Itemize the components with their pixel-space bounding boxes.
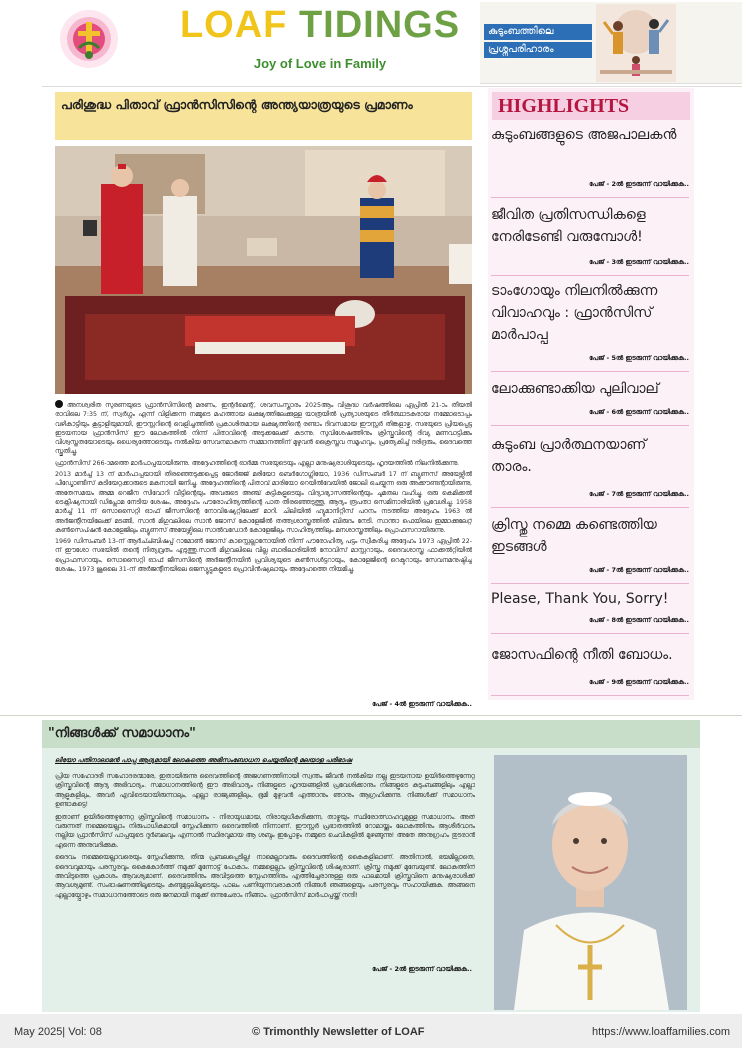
peace-paragraph: പ്രിയ സഹോദരീ സഹോദരന്മാരേ, ഇതായിരുന്നു ദൈവത്തിന്റെ അജഗണത്തിനായി സ്വന്തം ജീവൻ നൽകിയ നല്ല ഇടയനായ ഉയിർത്തെഴുന്നേറ്റ ക്രിസ്തുവിന്റെ ആദ്യ അഭിവാദ്യം. സമാധാനത്തിന്റെ ഈ അഭിവാദ്യം നിങ്ങളുടെ ഹൃദയങ്ങളിൽ പ്രവേശിക്കാനും നിങ്ങളുടെ കുടുംബങ്ങളിലും എല്ലാ ആളുകളിലും, അവർ എവിടെയായിരുന്നാലും, എല്ലാ രാജ്യങ്ങളിലും, ഭൂമി മുഴുവൻ എത്താനും ഞാനും ആഗ്രഹിക്കുന്നു. നിങ്ങൾക്ക് സമാധാനം ഉണ്ടാകട്ടെ!	[55, 773, 475, 809]
highlight-continue: പേജ് - 5ൽ ഇടരുന്ന് വായിക്കുക..	[589, 354, 689, 362]
promo-line-2: പ്രശ്നപരിഹാരം	[484, 42, 592, 58]
highlight-continue: പേജ് - 8ൽ ഇടരുന്ന് വായിക്കുക..	[589, 616, 689, 624]
highlight-continue: പേജ് - 7ൽ ഇടരുന്ന് വായിക്കുക..	[589, 490, 689, 498]
highlight-continue: പേജ് - 9ൽ ഇടരുന്ന് വായിക്കുക..	[589, 678, 689, 686]
newsletter-subtitle: Joy of Love in Family	[253, 56, 387, 71]
highlight-item[interactable]	[491, 584, 689, 634]
issue-info: May 2025| Vol: 08	[14, 1026, 102, 1038]
article-continue-link[interactable]: പേജ് - 4ൽ ഇടരുന്ന് വായിക്കുക..	[372, 700, 472, 708]
family-illustration	[596, 4, 676, 82]
highlight-title: ജോസഫിന്റെ നീതി ബോധം.	[491, 647, 673, 663]
promo-line-1: കുടുംബത്തിലെ	[484, 24, 592, 40]
highlight-title: കുടുംബ പ്രാർത്ഥനയാണ് താരം.	[491, 437, 647, 475]
article-body	[55, 400, 472, 700]
highlight-continue: പേജ് - 3ൽ ഇടരുന്ന് വായിക്കുക..	[589, 258, 689, 266]
section-divider	[0, 715, 742, 716]
highlight-item[interactable]	[491, 508, 689, 584]
copyright-notice: © Trimonthly Newsletter of LOAF	[252, 1026, 425, 1038]
peace-section-body	[55, 772, 475, 962]
highlight-title: Please, Thank You, Sorry!	[491, 591, 669, 607]
highlights-heading: HIGHLIGHTS	[492, 92, 690, 120]
peace-section-heading: "നിങ്ങൾക്ക് സമാധാനം"	[42, 720, 700, 748]
highlight-continue: പേജ് - 6ൽ ഇടരുന്ന് വായിക്കുക..	[589, 408, 689, 416]
article-paragraph-text: അനശ്വരിത സുരണയുടെ ഫ്രാൻസിസിന്റെ മരണം, ഇന്റർമെന്റ്, ശവസംസ്കാരം 2025ആം വിശുദ്ധ വർഷത്തിലെ ഏപ്രിൽ 21-ാം തീയതി രാവിലെ 7:35 ന്, സ്വർഗ്ഗം എന്ന് വിളിക്കന്ന നമ്മുടെ മഹത്തായ ലക്ഷ്യത്തിലേക്കുള്ള യാത്രയിൽ പ്രത്യാശയുടെ തീർത്ഥാടകരായ നമ്മോടൊപ്പം വഴികാട്ടിയും കൂട്ടാളിയുമായി, ഈസ്റ്ററിന്റെ വെളിച്ചത്തിൽ പ്രകാശിതമായ ലക്ഷ്യത്തിന്റെ രണ്ടാം ദിവസമായ ഈസ്റ്റർ തിങ്കളാഴ്ച, സഭയുടെ പ്രിയപ്പെട്ട ഇടയനായ ഫ്രാൻസിസ് ഈ ലോകത്തിൽ നിന്ന് പിതാവിന്റെ അടുക്കലേക്ക് കടന്നു. സുവിശേഷത്തിനും ക്രിസ്തുവിന്റെ ദിവ്യ മണവാട്ടിക്കും വിശ്വസ്തതയോടെയും ധൈര്യത്തോടെയും നൽകിയ സേവനമാകുന്ന സമ്മാനത്തിന് മുഴുവൻ ക്രൈസ്തവ സമൂഹവും, പ്രത്യേകിച്ച് ദരിദ്രരും, ദൈവത്തെ സ്തുതിച്ചു.	[55, 402, 472, 456]
peace-continue-link[interactable]: പേജ് - 2ൽ ഇടരുന്ന് വായിക്കുക..	[372, 965, 472, 973]
highlight-item[interactable]	[491, 124, 689, 198]
header-divider	[42, 86, 742, 87]
page-footer	[0, 1014, 742, 1048]
bullet-icon	[55, 400, 63, 408]
highlight-title: ടാംഗോയും നിലനിൽക്കുന്ന വിവാഹവും : ഫ്രാൻസിസ് മാർപാപ്പ	[491, 283, 658, 343]
article-paragraph: ഫ്രാൻസിസ് 266-ാമത്തെ മാർപാപ്പയായിരുന്നു. അദ്ദേഹത്തിന്റെ ഓർമ്മ സഭയുടെയും എല്ലാ മനുഷ്യരാശിയുടെയും ഹൃദയത്തിൽ നിലനിൽക്കുന്നു.	[55, 459, 460, 467]
pope-portrait	[494, 755, 687, 1010]
highlight-item[interactable]	[491, 634, 689, 696]
newsletter-title	[170, 4, 470, 47]
title-part-loaf: LOAF	[179, 4, 288, 46]
peace-paragraph: ദൈവം നമ്മെയെല്ലാവരെയും സ്നേഹിക്കുന്നു, തിന്മ പ്രബലപ്പെടില്ല! നാമെല്ലാവരും ദൈവത്തിന്റെ കൈകളിലാണ്. അതിനാൽ, ഭയമില്ലാതെ, ദൈവവുമായും പരസ്പരവും കൈകോർത്ത് നമുക്ക് മുന്നോട്ട് പോകാം. നമ്മളെല്ലാം ക്രിസ്തുവിന്റെ ശിഷ്യരാണ്. ക്രിസ്തു നമുക്ക് മുമ്പേയുണ്ട്. ലോകത്തിന് അവിടുത്തെ പ്രകാശം ആവശ്യമാണ്. ദൈവത്തിനും അവിടുത്തെ സ്നേഹത്തിനും എത്തിച്ചേരാനുള്ള ഒരു പാലമായി ക്രിസ്തുവിനെ മനുഷ്യരാശിക്ക് ആവശ്യമുണ്ട്. സംഭാഷണത്തിലൂടെയും കണ്ടുമുട്ടലിലൂടെയും പാലം പണിയുന്നവരാകാൻ നിങ്ങൾ ഞങ്ങളെയും പരസ്പരവും സഹായിക്കുക. അങ്ങനെ എല്ലായ്പ്പോഴും സമാധാനത്തോടെ ഒരു ജനമായി നമുക്ക് ഒന്നുചേരാം നീങ്ങാം. ഫ്രാൻസിസ് മാർപാപ്പയ്ക്ക് നന്ദി!	[55, 854, 475, 899]
highlight-item[interactable]	[491, 426, 689, 508]
highlight-item[interactable]	[491, 372, 689, 426]
website-link[interactable]: https://www.loaffamilies.com	[592, 1026, 730, 1038]
article-paragraph: 1969 ഡിസംബർ 13-ന് ആർച്ച്ബിഷപ്പ് റാമോൺ ജോസ് കാസ്റ്റെല്ലാനോയിൽ നിന്ന് പൗരോഹിത്യ പട്ടം സ്വീകരിച്ച അദ്ദേഹം 1973 ഏപ്രിൽ 22-ന് ഈശോ സഭയിൽ തന്റെ നിത്യവ്രതം എടുത്തു.സാൻ മിഗുവലിലെ വില്ല ബാരിലാരിയിൽ നോവിസ് മാസ്റ്ററായും, ദൈവശാസ്ത്ര ഫാക്കൽറ്റിയിൽ പ്രൊഫസറായും, സൊസൈറ്റി ഓഫ് ജീസസിന്റെ അർജന്റീനയിൻ പ്രവിശ്യയുടെ കൺസൾട്ടറായും, കോളേജിന്റെ റെക്ടറായും സേവനമനുഷ്ഠിച്ച ശേഷം, 1973 ജൂലൈ 31-ന് അർജന്റീനയിലെ ജെസ്യൂട്ടുകളുടെ പ്രൊവിൻഷ്യലായും അദ്ദേഹത്തെ നിയമിച്ചു.	[55, 538, 472, 574]
highlight-title: കുടുംബങ്ങളുടെ അജപാലകൻ	[491, 127, 677, 143]
highlight-title: ജീവിത പ്രതിസന്ധികളെ നേരിടേണ്ടി വരുമ്പോൾ!	[491, 207, 646, 245]
peace-paragraph: ഇതാണ് ഉയിർത്തെഴുന്നേറ്റ ക്രിസ്തുവിന്റെ സമാധാനം - നിരായുധമായ, നിരായുധീകരിക്കുന്ന, താഴ്മയും സ്ഥിരോത്സാഹവുമുള്ള സമാധാനം. അത് വരുന്നത് നമ്മെയെല്ലാം നിരുപാധികമായി സ്നേഹിക്കുന്ന ദൈവത്തിൽ നിന്നാണ്. ഈസ്റ്റർ പ്രഭാതത്തിൽ റോമായ്ക്കും ലോകത്തിനും ആശീർവാദം നല്ലിയ ഫ്രാൻസിസ് പാപ്പയുടെ ദുർബലവും എന്നാൽ സ്ഥിരവുമായ ആ ശബ്ദം ഇപ്പോഴും നമ്മുടെ ചെവികളിൽ മുഴങ്ങുന്നു! അതേ അനുഗ്രഹം തുടരാൻ എന്നെ അനുവദിക്കുക.	[55, 813, 475, 849]
highlight-continue: പേജ് - 2ൽ ഇടരുന്ന് വായിക്കുക..	[589, 180, 689, 188]
loaf-logo	[58, 8, 120, 74]
peace-section-subheading: ലിയോ പതിനാലാമൻ പാപ്പ ആദ്യമായി ലോകത്തെ അഭിസംബോധന ചെയ്യതിന്റെ മലയാള പരിഭാഷ	[55, 756, 352, 764]
highlight-title: ലോക്കുണ്ടാക്കിയ പുലിവാല്	[491, 381, 659, 397]
funeral-photo	[55, 146, 472, 394]
highlight-item[interactable]	[491, 198, 689, 276]
promo-banner	[480, 2, 742, 84]
highlight-continue: പേജ് - 7ൽ ഇടരുന്ന് വായിക്കുക..	[589, 566, 689, 574]
article-paragraph: 2013 മാർച്ച് 13 ന് മാർപാപ്പയായി തിരഞ്ഞെടുക്കപ്പെട്ട ജോർജ്ജ് മരിയോ ബെർഗോഗ്ലിയോ, 1936 ഡിസംബർ 17 ന് ബ്യൂണസ് അയേഴ്സിൽ പീഡ്മോണ്ടീസ് കുടിയേറ്റക്കാരുടെ മകനായി ജനിച്ചു. അദ്ദേഹത്തിന്റെ പിതാവ് മാരിയോ റെയിൽവേയിൽ ജോലി ചെയ്യുന്ന ഒരു അക്കൗണ്ടന്റായിരുന്നു, അതേസമയം അമ്മ റെജീന സിവോറി വീട്ടിന്റെയും അവരുടെ അഞ്ച് കുട്ടികളുടെയും വിദ്യാഭ്യാസത്തിന്റെയും ചുമതല വഹിച്ചു. ഒരു കെമിക്കൽ ടെക്നീഷ്യനായി ഡിപ്ലോമ നേടിയ ശേഷം, അദ്ദേഹം പൗരോഹിത്യത്തിന്റെ പാത തിരഞ്ഞെടുത്തു, ആദ്യം രൂപതാ സെമിനാരിയിൽ പ്രവേശിച്ചു. 1958 മാർച്ച് 11 ന് സൊസൈറ്റി ഓഫ് ജീസസിന്റെ നോവിഷ്യേറ്റിലേക്ക് മാറി. ചിലിയിൽ ഹ്യുമാനിറ്റീസ് പഠനം നടത്തിയ അദ്ദേഹം 1963 ൽ അർജന്റീനയിലേക്ക് മടങ്ങി, സാൻ മിഗുവലിലെ സാൻ ജോസ് കോളേജിൽ തത്ത്വശാസ്ത്രത്തിൽ ബിരുദം നേടി. സാന്താ ഫെയിലെ ഇമ്മാക്കുലേറ്റ് കൺസെപ്ഷൻ കോളേജിലും ബ്യൂണസ് അയേഴ്സിലെ സാൽവഡോർ കോളേജിലും സാഹിത്യത്തിലും മനശാസ്ത്രത്തിലും പ്രൊഫസറായിരുന്നു.	[55, 471, 472, 534]
title-part-tidings: TIDINGS	[298, 4, 461, 46]
highlight-item[interactable]	[491, 276, 689, 372]
article-paragraph	[55, 400, 472, 457]
article-title: പരിശുദ്ധ പിതാവ് ഫ്രാൻസിസിന്റെ അന്ത്യയാത്രയുടെ പ്രമാണം	[55, 92, 472, 140]
highlight-title: ക്രിസ്തു നമ്മെ കണ്ടെത്തിയ ഇടങ്ങൾ	[491, 517, 657, 555]
